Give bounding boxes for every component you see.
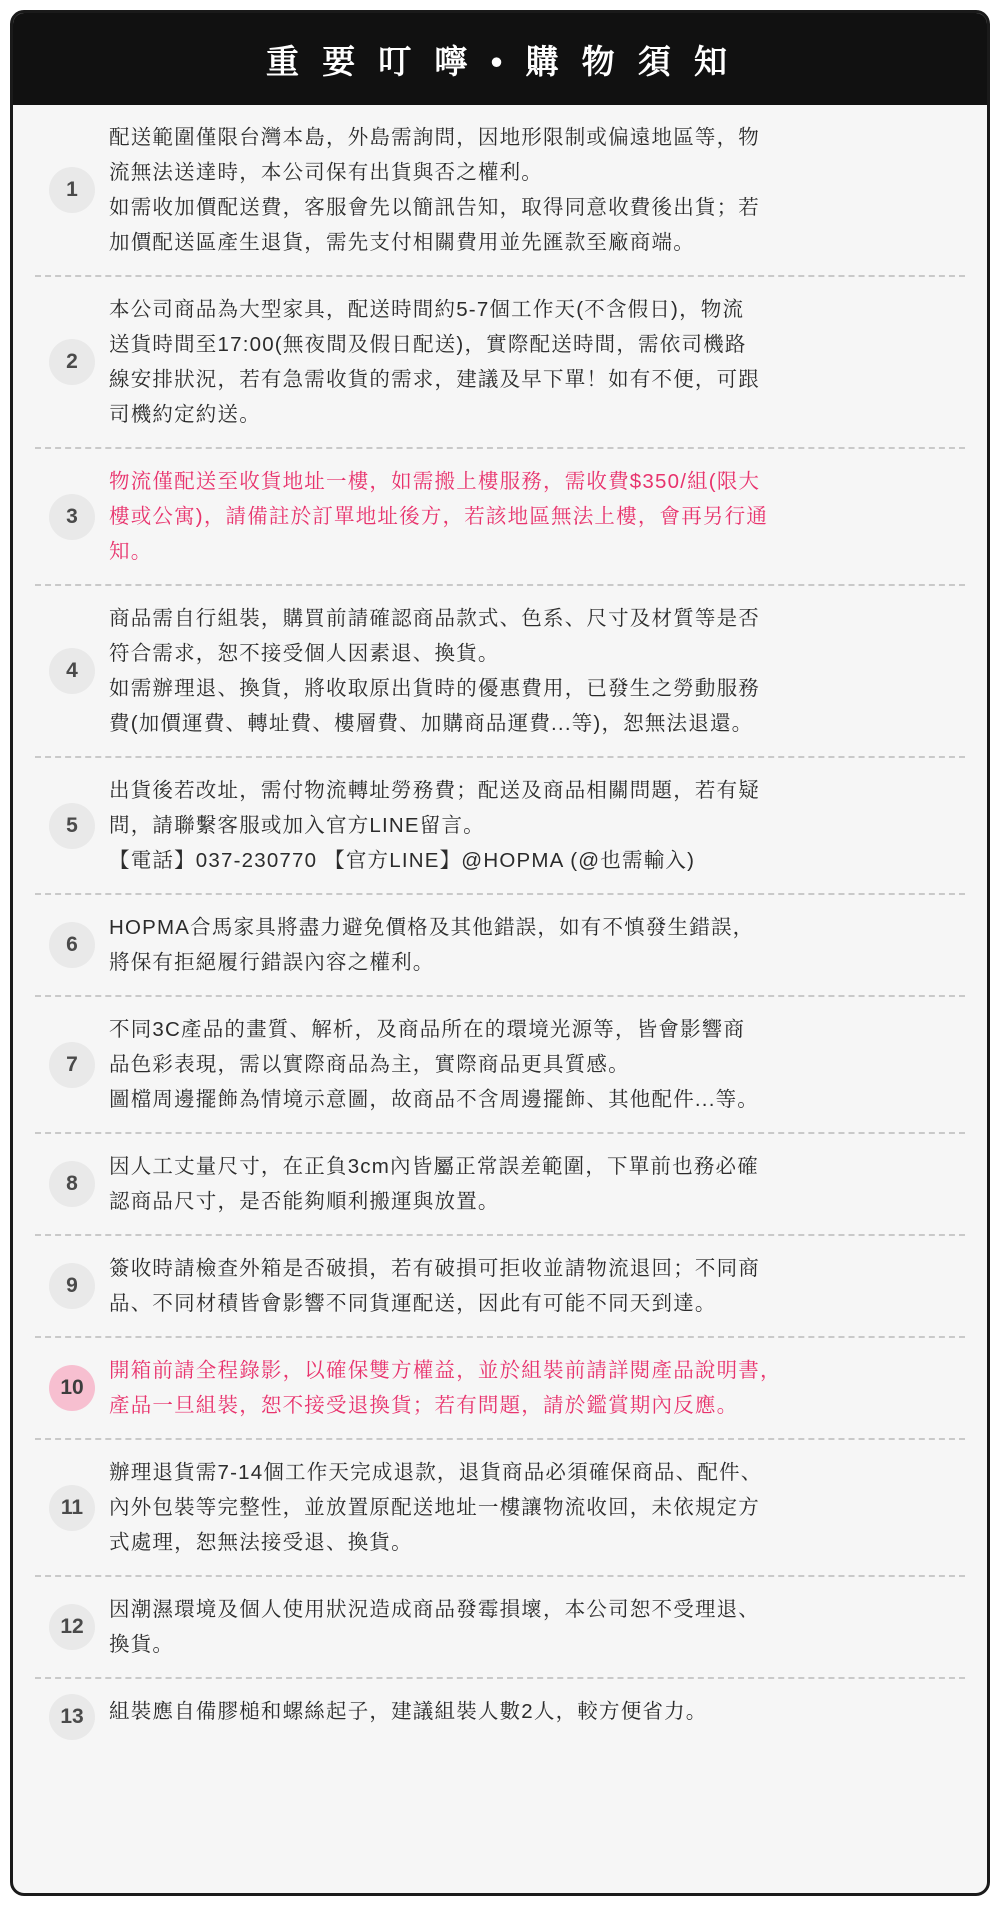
notice-number-badge: 8 <box>49 1161 95 1207</box>
notice-line: HOPMA合馬家具將盡力避免價格及其他錯誤，如有不慎發生錯誤， <box>109 916 755 939</box>
notice-line: 線安排狀況，若有急需收貨的需求，建議及早下單！如有不便，可跟 <box>109 368 760 391</box>
notice-number-wrap <box>35 1604 109 1650</box>
notice-line: 換貨。 <box>109 1633 175 1656</box>
notice-text <box>109 464 965 569</box>
notice-line: 配送範圍僅限台灣本島，外島需詢問，因地形限制或偏遠地區等，物 <box>109 126 760 149</box>
notice-number-wrap <box>35 1161 109 1207</box>
notice-number-wrap <box>35 339 109 385</box>
notice-line: 問，請聯繫客服或加入官方LINE留言。 <box>109 814 485 837</box>
notice-number-badge: 13 <box>49 1694 95 1740</box>
notice-text <box>109 1592 965 1662</box>
notice-text <box>109 292 965 432</box>
notice-line: 知。 <box>109 540 153 563</box>
notice-line: 商品需自行組裝，購買前請確認商品款式、色系、尺寸及材質等是否 <box>109 607 760 630</box>
notice-number-badge: 12 <box>49 1604 95 1650</box>
notice-number-wrap <box>35 1365 109 1411</box>
notice-item <box>35 449 965 586</box>
notice-item <box>35 1134 965 1236</box>
notice-line: 內外包裝等完整性，並放置原配送地址一樓讓物流收回，未依規定方 <box>109 1496 760 1519</box>
notice-header <box>13 13 987 105</box>
notice-line: 【電話】037-230770 【官方LINE】@HOPMA (@也需輸入) <box>109 849 696 872</box>
notice-text <box>109 1251 965 1321</box>
notice-number-wrap <box>35 167 109 213</box>
notice-number-badge: 6 <box>49 922 95 968</box>
notice-text <box>109 120 965 260</box>
notice-number-wrap <box>35 1263 109 1309</box>
page-title: 重 要 叮 嚀 • 購 物 須 知 <box>266 42 734 80</box>
notice-number-badge: 11 <box>49 1485 95 1531</box>
notice-number-badge: 9 <box>49 1263 95 1309</box>
notice-line: 符合需求，恕不接受個人因素退、換貨。 <box>109 642 500 665</box>
notice-line: 辦理退貨需7-14個工作天完成退款，退貨商品必須確保商品、配件、 <box>109 1461 763 1484</box>
notice-line: 流無法送達時，本公司保有出貨與否之權利。 <box>109 161 543 184</box>
notice-line: 因潮濕環境及個人使用狀況造成商品發霉損壞，本公司恕不受理退、 <box>109 1598 760 1621</box>
notice-text <box>109 1012 965 1117</box>
notice-number-wrap <box>35 648 109 694</box>
notice-item <box>35 758 965 895</box>
notice-item <box>35 277 965 449</box>
notice-number-wrap <box>35 1485 109 1531</box>
notice-text <box>109 1455 965 1560</box>
notice-line: 樓或公寓)，請備註於訂單地址後方，若該地區無法上樓，會再另行通 <box>109 505 769 528</box>
notice-number-wrap <box>35 803 109 849</box>
notice-text <box>109 601 965 741</box>
notice-text <box>109 1694 965 1729</box>
notice-line: 出貨後若改址，需付物流轉址勞務費；配送及商品相關問題，若有疑 <box>109 779 760 802</box>
notice-line: 物流僅配送至收貨地址一樓，如需搬上樓服務，需收費$350/組(限大 <box>109 470 761 493</box>
notice-line: 式處理，恕無法接受退、換貨。 <box>109 1531 413 1554</box>
notice-text <box>109 773 965 878</box>
notice-number-badge: 7 <box>49 1042 95 1088</box>
notice-item <box>35 586 965 758</box>
notice-line: 加價配送區產生退貨，需先支付相關費用並先匯款至廠商端。 <box>109 231 695 254</box>
notice-text <box>109 1353 965 1423</box>
notice-card <box>10 10 990 1896</box>
notice-item <box>35 1577 965 1679</box>
notice-text <box>109 1149 965 1219</box>
notice-line: 認商品尺寸，是否能夠順利搬運與放置。 <box>109 1190 500 1213</box>
notice-line: 品、不同材積皆會影響不同貨運配送，因此有可能不同天到達。 <box>109 1292 717 1315</box>
notice-text <box>109 910 965 980</box>
notice-line: 送貨時間至17:00(無夜間及假日配送)，實際配送時間，需依司機路 <box>109 333 747 356</box>
notice-line: 司機約定約送。 <box>109 403 261 426</box>
notice-line: 費(加價運費、轉址費、樓層費、加購商品運費...等)，恕無法退還。 <box>109 712 754 735</box>
notice-item <box>35 1338 965 1440</box>
notice-number-wrap <box>35 1694 109 1740</box>
notice-line: 簽收時請檢查外箱是否破損，若有破損可拒收並請物流退回；不同商 <box>109 1257 760 1280</box>
notice-item <box>35 997 965 1134</box>
notice-line: 如需辦理退、換貨，將收取原出貨時的優惠費用，已發生之勞動服務 <box>109 677 760 700</box>
notice-number-wrap <box>35 922 109 968</box>
notice-line: 開箱前請全程錄影，以確保雙方權益，並於組裝前請詳閱產品說明書， <box>109 1359 782 1382</box>
notice-number-wrap <box>35 1042 109 1088</box>
notice-item <box>35 1236 965 1338</box>
notice-line: 將保有拒絕履行錯誤內容之權利。 <box>109 951 435 974</box>
notice-item <box>35 1440 965 1577</box>
notice-line: 本公司商品為大型家具，配送時間約5-7個工作天(不含假日)，物流 <box>109 298 745 321</box>
notice-line: 組裝應自備膠槌和螺絲起子，建議組裝人數2人，較方便省力。 <box>109 1700 708 1723</box>
notice-list <box>13 105 987 1893</box>
notice-number-badge: 3 <box>49 494 95 540</box>
notice-line: 不同3C產品的畫質、解析，及商品所在的環境光源等，皆會影響商 <box>109 1018 746 1041</box>
notice-line: 因人工丈量尺寸，在正負3cm內皆屬正常誤差範圍，下單前也務必確 <box>109 1155 759 1178</box>
notice-number-badge: 2 <box>49 339 95 385</box>
notice-item <box>35 105 965 277</box>
notice-number-badge: 4 <box>49 648 95 694</box>
notice-number-wrap <box>35 494 109 540</box>
notice-item <box>35 895 965 997</box>
notice-number-badge: 10 <box>49 1365 95 1411</box>
notice-line: 產品一旦組裝，恕不接受退換貨；若有問題，請於鑑賞期內反應。 <box>109 1394 739 1417</box>
notice-line: 圖檔周邊擺飾為情境示意圖，故商品不含周邊擺飾、其他配件...等。 <box>109 1088 759 1111</box>
notice-number-badge: 5 <box>49 803 95 849</box>
notice-item <box>35 1679 965 1755</box>
notice-line: 如需收加價配送費，客服會先以簡訊告知，取得同意收費後出貨；若 <box>109 196 760 219</box>
notice-number-badge: 1 <box>49 167 95 213</box>
notice-line: 品色彩表現，需以實際商品為主，實際商品更具質感。 <box>109 1053 630 1076</box>
